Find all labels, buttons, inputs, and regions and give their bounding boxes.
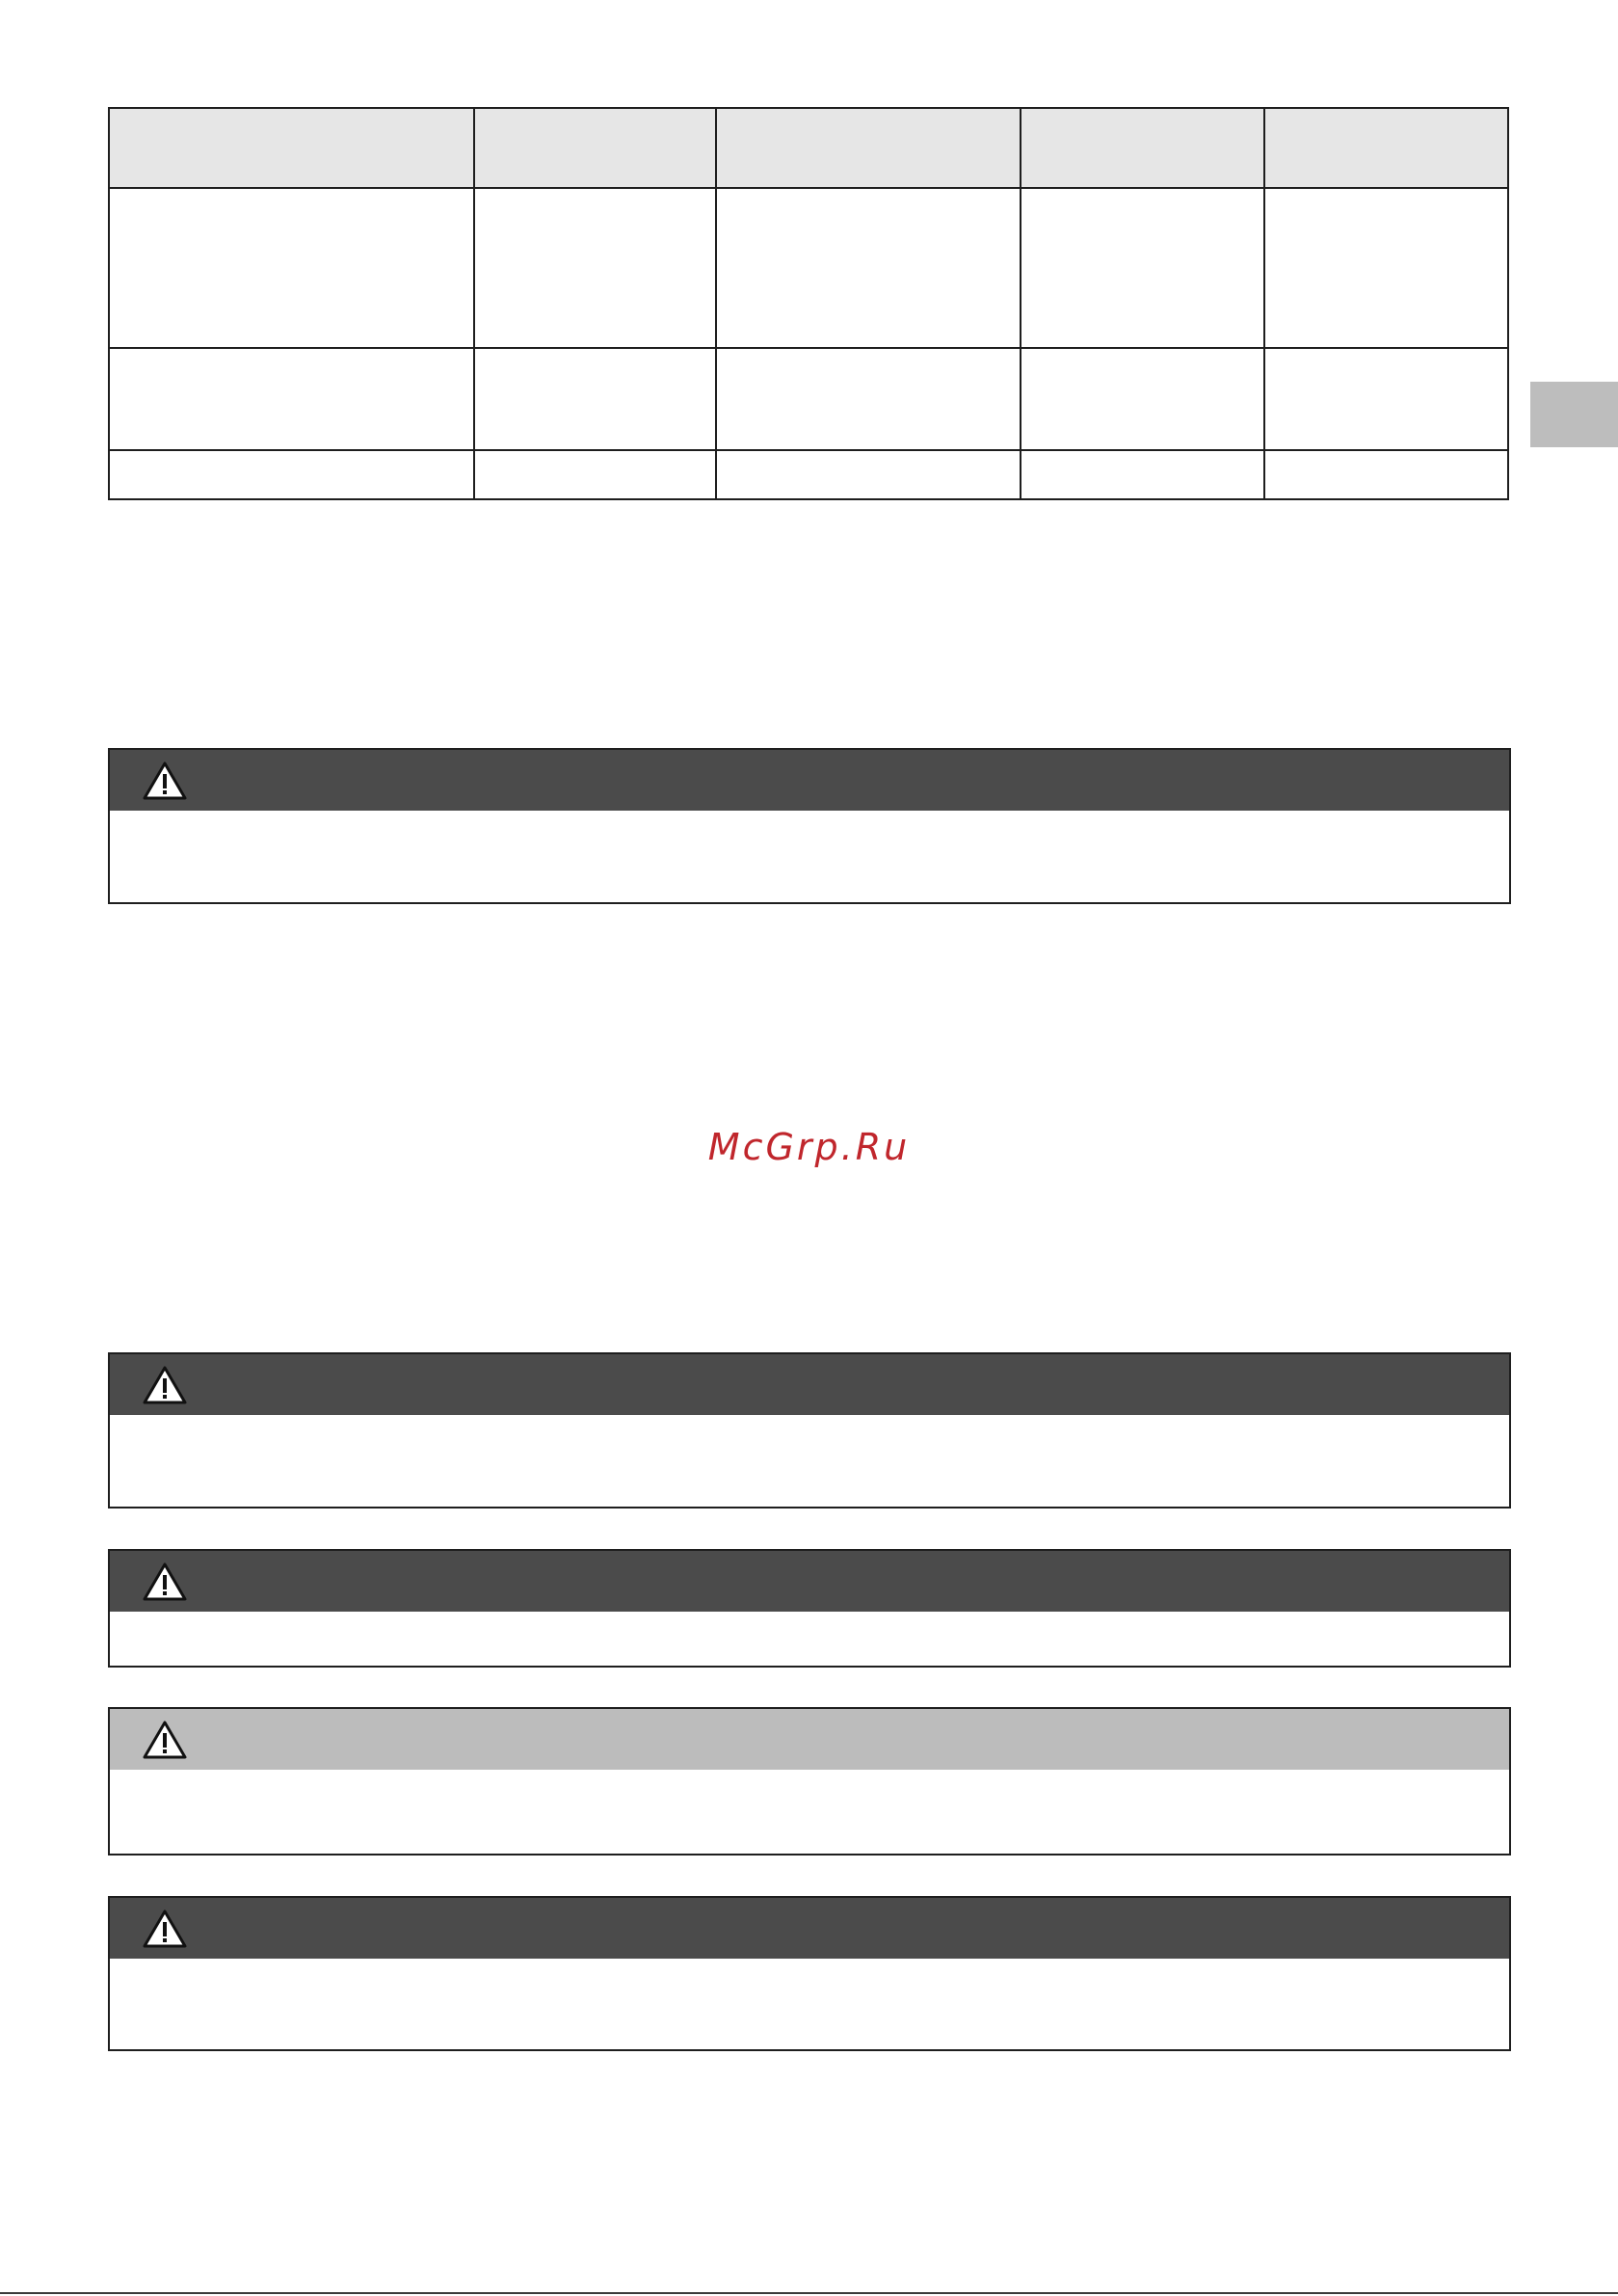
table-row	[109, 348, 1508, 450]
table-cell	[1021, 450, 1263, 499]
warning-notice-header	[110, 1551, 1509, 1612]
warning-notice-body	[110, 1415, 1509, 1507]
table-header-cell	[716, 108, 1021, 188]
table-cell	[1264, 450, 1508, 499]
table-cell	[109, 450, 474, 499]
warning-notice	[108, 1549, 1511, 1668]
spec-table	[108, 107, 1509, 500]
table-row	[109, 450, 1508, 499]
footer-rule	[0, 2292, 1618, 2294]
warning-triangle-icon	[142, 1720, 188, 1760]
caution-notice-header	[110, 1709, 1509, 1770]
table-cell	[1264, 348, 1508, 450]
caution-notice-body	[110, 1770, 1509, 1854]
table-cell	[1021, 188, 1263, 348]
warning-notice-body	[110, 1612, 1509, 1666]
table-header-cell	[1021, 108, 1263, 188]
table-row	[109, 188, 1508, 348]
warning-notice-body	[110, 1959, 1509, 2049]
warning-notice-body	[110, 811, 1509, 902]
warning-triangle-icon	[142, 761, 188, 801]
table-cell	[716, 348, 1021, 450]
warning-notice	[108, 1352, 1511, 1508]
warning-triangle-icon	[142, 1365, 188, 1405]
warning-notice-header	[110, 1354, 1509, 1415]
table-header-row	[109, 108, 1508, 188]
warning-notice	[108, 1896, 1511, 2051]
chapter-side-tab	[1530, 382, 1618, 447]
table-cell	[109, 188, 474, 348]
table-header-cell	[1264, 108, 1508, 188]
warning-triangle-icon	[142, 1562, 188, 1602]
warning-notice	[108, 748, 1511, 904]
table-cell	[716, 450, 1021, 499]
table-cell	[474, 450, 716, 499]
table-cell	[474, 188, 716, 348]
table-cell	[1264, 188, 1508, 348]
warning-notice-header	[110, 750, 1509, 811]
table-cell	[1021, 348, 1263, 450]
caution-notice	[108, 1707, 1511, 1855]
warning-triangle-icon	[142, 1909, 188, 1949]
table-header-cell	[109, 108, 474, 188]
table-header-cell	[474, 108, 716, 188]
watermark: McGrp.Ru	[707, 1126, 911, 1168]
table-cell	[109, 348, 474, 450]
table-cell	[716, 188, 1021, 348]
warning-notice-header	[110, 1898, 1509, 1959]
table-cell	[474, 348, 716, 450]
